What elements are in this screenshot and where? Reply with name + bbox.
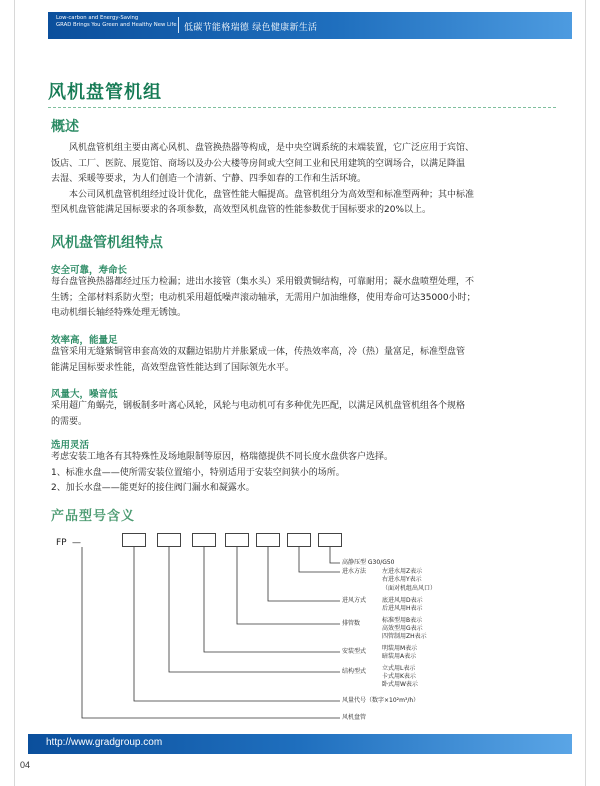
feature-line: 2、加长水盘——能更好的接住阀门漏水和凝露水。 [51, 483, 255, 493]
label-struct-cassette: 卡式用K表示 [382, 673, 416, 680]
features-heading: 风机盘管机组特点 [51, 235, 163, 251]
feature-line: 考虑安装工地各有其特殊性及场地限制等原因，格瑞德提供不同长度水盘供客户选择。 [51, 452, 394, 462]
feature-line: 每台盘管换热器都经过压力检漏；进出水接管（集水头）采用锻黄铜结构，可靠耐用；凝水盘喷塑处理，不 [51, 277, 475, 287]
bottom-banner [28, 734, 572, 754]
overview-line: 本公司风机盘管机组经过设计优化，盘管性能大幅提高。盘管机组分为高效型和标准型两种；其中标准 [69, 189, 475, 200]
label-unit: 风机盘管 [342, 714, 367, 721]
overview-line: 去湿、采暖等要求，为人们创造一个清新、宁静、四季如春的工作和生活环境。 [51, 174, 367, 184]
feature-line: 采用超广角蜗壳，钢板制多叶离心风轮，风轮与电动机可有多种优先匹配，以满足风机盘管机组各个规格 [51, 401, 466, 411]
feature-line: 生锈；全部材料系防火型；电动机采用超低噪声滚动轴承，无需用户加油维修，使用寿命可达35000小时； [51, 292, 476, 303]
label-airflow: 风量代号（数字×10²m³/h） [342, 697, 420, 704]
feature-title-safety: 安全可靠，寿命长 [51, 265, 128, 276]
water-inlet-leader-line [299, 547, 340, 572]
page-number: 04 [20, 760, 31, 770]
label-water-inlet: 进水方法 [342, 568, 367, 575]
feature-line: 能满足国标要求性能，高效型盘管性能达到了国际领先水平。 [51, 362, 295, 373]
label-rows-high: 高效型用G表示 [382, 625, 423, 632]
label-install: 安装型式 [342, 648, 367, 655]
feature-line: 1、标准水盘——使所需安装位置缩小，特别适用于安装空间狭小的场所。 [51, 467, 345, 478]
banner-chinese-slogan: 低碳节能格瑞德 绿色健康新生活 [184, 23, 318, 33]
feature-title-efficiency: 效率高，能量足 [51, 335, 118, 346]
install-leader-line [204, 547, 340, 652]
website-url[interactable]: http://www.gradgroup.com [46, 737, 163, 748]
label-install-exposed: 明装用M表示 [382, 645, 418, 652]
page-title: 风机盘管机组 [48, 82, 162, 103]
label-water-note: （面对机组出风口） [382, 585, 437, 592]
rows-leader-line [237, 547, 340, 624]
structure-leader-line [169, 547, 340, 672]
label-static-pressure: 高静压型 G30/G50 [342, 559, 395, 566]
product-model-heading: 产品型号含义 [51, 509, 136, 524]
banner-en-line1: Low-carbon and Energy-Saving [56, 15, 139, 21]
feature-title-flexible: 选用灵活 [51, 440, 90, 451]
model-dash: — [72, 538, 81, 548]
label-rows-std: 标准型用B表示 [382, 617, 423, 624]
label-air-inlet: 进风方式 [342, 597, 367, 604]
overview-line: 饭店、工厂、医院、展览馆、商场以及办公大楼等房间或大空间工业和民用建筑的空调场合，以满足降温 [51, 158, 466, 169]
banner-en-line2: GRAD Brings You Green and Healthy New Life [56, 22, 177, 28]
label-rows: 排管数 [342, 620, 361, 627]
feature-title-airflow: 风量大，噪音低 [51, 389, 118, 400]
label-air-bottom: 底进风用D表示 [382, 597, 423, 604]
overview-line: 风机盘管机组主要由离心风机、盘管换热器等构成，是中央空调系统的末端装置，它广泛应用于宾馆、 [69, 143, 475, 153]
label-struct-vertical: 立式用L表示 [382, 665, 416, 672]
feature-line: 盘管采用无缝紫铜管串套高效的双翻边铝肋片并胀紧成一体，传热效率高，冷（热）量富足，标准型盘管 [51, 347, 466, 357]
label-air-back: 后进风用H表示 [382, 605, 423, 612]
label-water-right: 右进水用Y表示 [382, 576, 422, 583]
label-install-concealed: 暗装用A表示 [382, 653, 417, 660]
overview-heading: 概述 [51, 119, 79, 135]
overview-line: 型风机盘管能满足国标要求的各项参数，高效型风机盘管的性能参数优于国标要求的20%以上。 [51, 205, 432, 215]
model-prefix: FP [56, 538, 67, 548]
label-structure: 结构型式 [342, 668, 367, 675]
static-pressure-leader-line [330, 547, 340, 563]
air-inlet-leader-line [268, 547, 340, 601]
label-water-left: 左进水用Z表示 [382, 568, 423, 575]
unit-leader-line [82, 547, 340, 718]
feature-line: 的需要。 [51, 416, 88, 427]
label-struct-horizontal: 卧式用W表示 [382, 681, 418, 688]
feature-line: 电动机细长轴经特殊处理无锈蚀。 [51, 308, 187, 318]
label-rows-four: 四管制用ZH表示 [382, 633, 427, 640]
